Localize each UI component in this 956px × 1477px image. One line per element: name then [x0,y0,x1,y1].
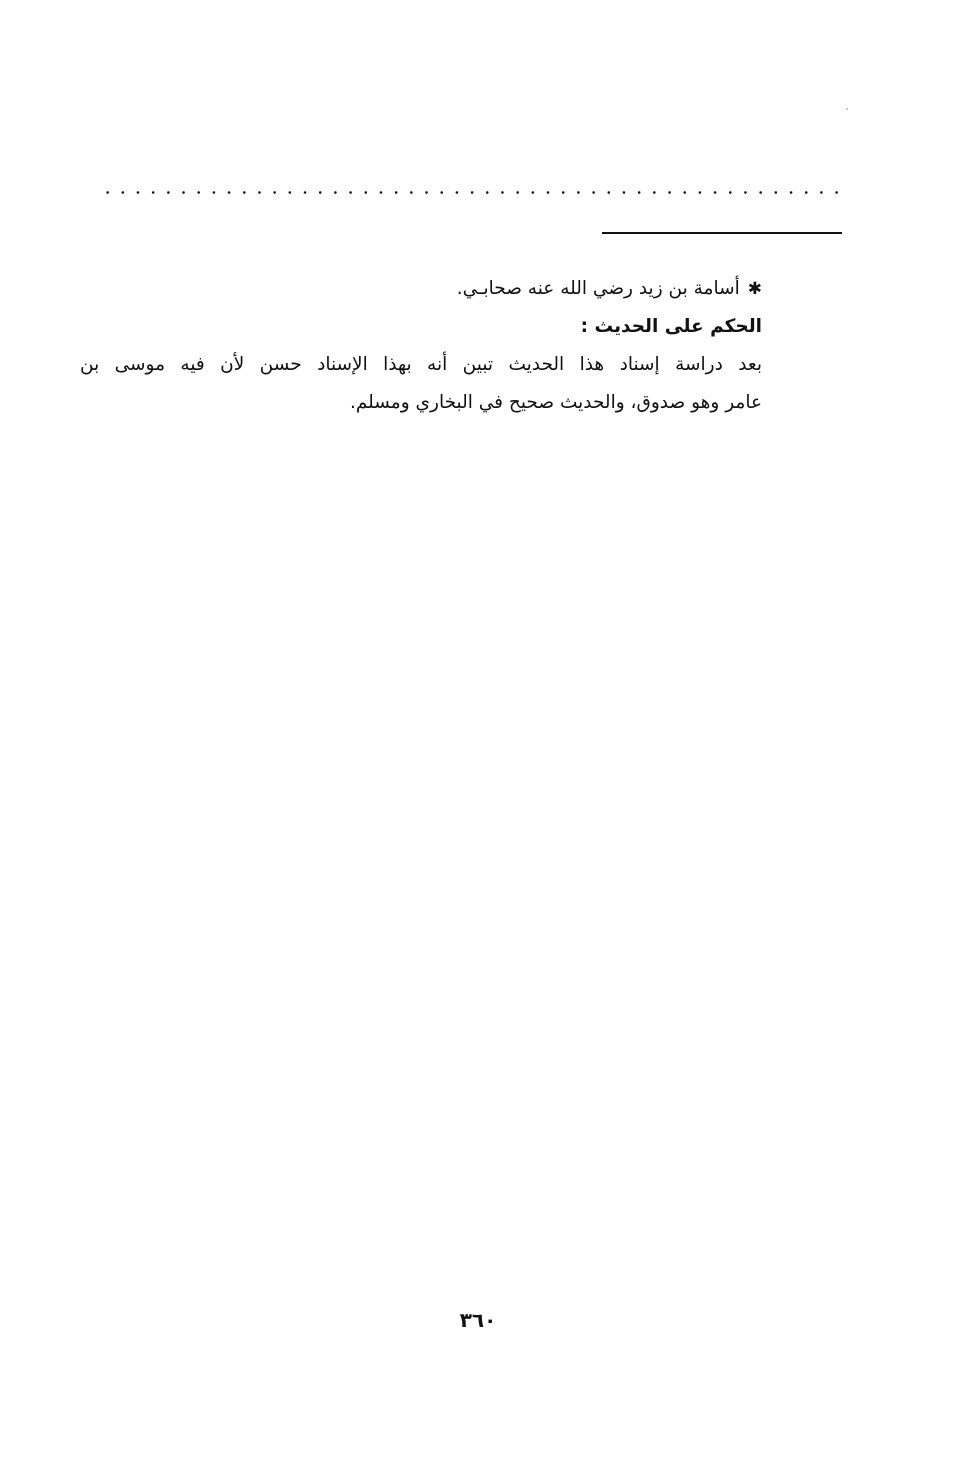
ruling-line-2: عامر وهو صدوق، والحديث صحيح في البخاري ومسلم. [349,392,762,413]
ruling-heading: الحكم على الحديث : [580,316,762,337]
page-number: ٣٦٠ [459,1308,497,1332]
narrator-text: أسامة بن زيد رضي الله عنه صحابـي. [456,278,740,299]
ruling-paragraph [80,346,762,422]
narrator-line [80,270,762,308]
scan-speck [846,108,848,110]
footnote-rule [602,232,842,234]
main-text [80,270,762,422]
dotted-separator [100,191,840,194]
ruling-line-1: بعد دراسة إسناد هذا الحديث تبين أنه بهذا الإسناد حسن لأن فيه موسى بن [80,354,762,375]
asterisk-icon: ✱ [747,279,762,299]
